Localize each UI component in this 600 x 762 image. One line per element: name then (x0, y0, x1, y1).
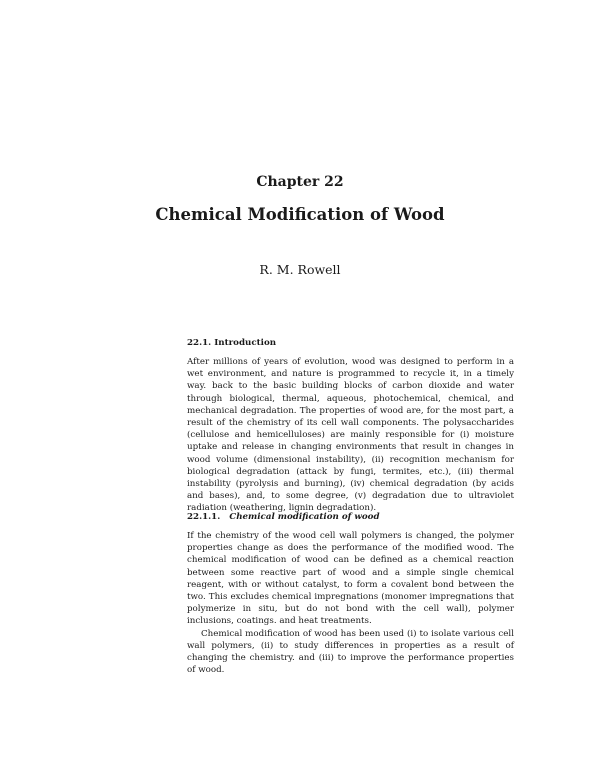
subsection-paragraph-2: Chemical modification of wood has been used (i) to isolate various cell wall polymers, (ii) to study differences in properties as a result of changing the chemistry. and (iii) to improve the performance properties of wood. (187, 628, 514, 676)
section-heading-introduction: 22.1. Introduction (187, 338, 277, 348)
introduction-paragraph-text: After millions of years of evolution, wood was designed to perform in a wet environment, and nature is programmed to recycle it, in a timely way. back to the basic building blocks of carbon dioxide and water through biological, thermal, aqueous, photochemical, chemical, and mechanical degradation. The properties of wood are, for the most part, a result of the chemistry of its cell wall components. The polysaccharides (cellulose and hemicelluloses) are mainly responsible for (i) moisture uptake and release in changing environments that result in changes in wood volume (dimensional instability), (ii) recognition mechanism for biological degradation (attack by fungi, termites, etc.), (iii) thermal instability (pyrolysis and burning), (iv) chemical degradation (by acids and bases), and, to some degree, (v) degradation due to ultraviolet radiation (weathering, lignin degradation). (187, 357, 514, 514)
chapter-label: Chapter 22 (256, 174, 344, 190)
author-name: R. M. Rowell (259, 262, 341, 277)
subsection-number: 22.1.1. (187, 512, 221, 522)
chapter-title: Chemical Modification of Wood (155, 205, 445, 224)
introduction-paragraph (187, 356, 514, 515)
subsection-title: Chemical modification of wood (229, 512, 380, 522)
subsection-heading (187, 512, 380, 522)
subsection-body (187, 530, 514, 676)
subsection-paragraph-1: If the chemistry of the wood cell wall polymers is changed, the polymer properties change as does the performance of the modified wood. The chemical modification of wood can be defined as a chemical reaction between some reactive part of wood and a simple single chemical reagent, with or without catalyst, to form a covalent bond between the two. This excludes chemical impregnations (monomer impregnations that polymerize in situ, but do not bond with the cell wall), polymer inclusions, coatings. and heat treatments. (187, 531, 514, 627)
